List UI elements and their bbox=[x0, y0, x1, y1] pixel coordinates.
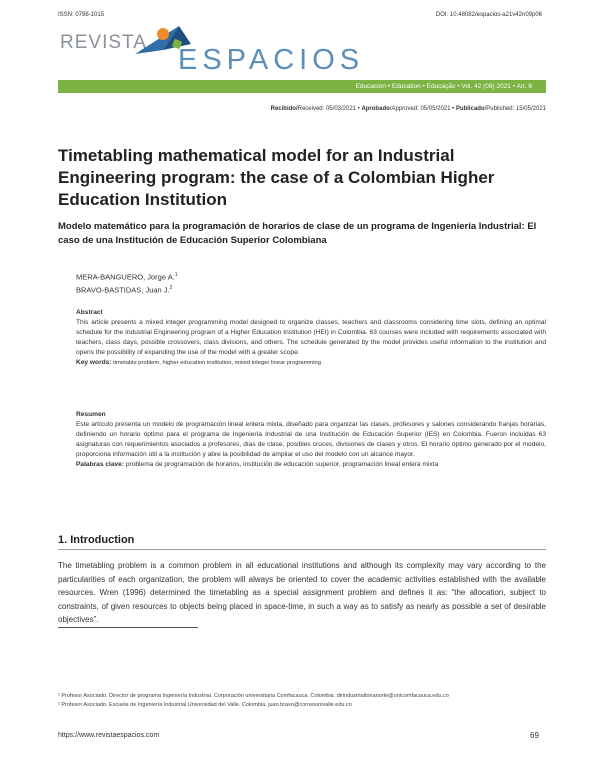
published-label: Publicado bbox=[455, 106, 485, 112]
logo-revista: REVISTA bbox=[60, 32, 147, 53]
resumen-section bbox=[76, 410, 546, 470]
journal-banner bbox=[58, 80, 546, 93]
approved-label: Aprobado bbox=[361, 106, 390, 112]
introduction-heading: 1. Introduction bbox=[58, 534, 135, 546]
footnote-1: ¹ Profesor Asociado. Director de programa Ingeniería Industrial. Corporación universitaria Comfacauca. Colombia. dirindustrialtonanorte@unicomfacauca.edu.co bbox=[58, 693, 449, 699]
banner-text: Educación • Education • Educação • Vol. 42 (09) 2021 • Art. 6 bbox=[355, 83, 532, 90]
doi: DOI: 10.48082/espacios-a21v42n09p06 bbox=[435, 12, 542, 18]
article-subtitle: Modelo matemático para la programación de horarios de clase de un programa de Ingeniería Industrial: El caso de una Institución de Educación Superior Colombiana bbox=[58, 221, 537, 246]
resumen-keywords: Palabras clave: problema de programación de horarios, institución de educación superior, programación lineal entera mixta bbox=[76, 461, 439, 468]
abstract-keywords: Key words: timetable problem, higher education institution, mixed integer linear programming bbox=[76, 359, 321, 366]
abstract-section bbox=[76, 308, 546, 368]
received-label: Recibido/ bbox=[270, 106, 298, 112]
journal-url-link[interactable]: https://www.revistaespacios.com bbox=[58, 732, 160, 739]
journal-logo bbox=[0, 0, 600, 80]
heading-divider bbox=[58, 549, 546, 550]
abstract-heading: Abstract bbox=[76, 309, 103, 316]
author-2: BRAVO-BASTIDAS, Juan J.$^2$ bbox=[76, 284, 173, 294]
footnote-2: ² Profesor Asociado. Escuela de Ingeniería Industrial.Universidad del Valle. Colombia. juan.bravo@correounivalle.edu.co bbox=[58, 702, 352, 708]
abstract-text: This article presents a mixed integer programming model designed to organize classes, teachers and classrooms considering time slots, defining an optimal schedule for the Industrial Engineering program of a Higher Education Institution (HEI) in Colombia. 63 courses were included with requirements associated with teachers, class days, possible crossovers, class divisions, and others. The schedule generated by the model provides useful information to the institution and opens the possibility of expanding the use of the model with a greater scope. bbox=[76, 319, 546, 356]
approved-date: /Approved: 05/05/2021 • bbox=[389, 106, 456, 112]
article-title: Timetabling mathematical model for an Industrial Engineering program: the case of a Colombian Higher Education Institution bbox=[58, 146, 495, 209]
published-date: /Published: 15/05/2021 bbox=[484, 106, 546, 112]
received-date: Received: 05/03/2021 • bbox=[297, 106, 362, 112]
introduction-paragraph: The timetabling problem is a common problem in all educational institutions and although its complexity may vary according to the particularities of each organization, the problem will always be oriented to cover the academic activities established with the available resources. Wren (1996) determined the timetabling as a special assignment problem and defines it as: “the allocation, subject to constraints, of given resources to objects being placed in space-time, in such a way as to satisfy as nearly as possible a set of desirable objectives”. bbox=[58, 561, 546, 624]
footnotes bbox=[58, 692, 546, 710]
author-1: MERA-BANGUERO, Jorge A.$^1$ bbox=[76, 272, 178, 282]
logo-espacios: ESPACIOS bbox=[178, 44, 365, 76]
issn: ISSN: 0798-1015 bbox=[58, 12, 105, 18]
dates-line bbox=[58, 106, 546, 112]
footnote-divider bbox=[58, 627, 198, 628]
resumen-heading: Resumen bbox=[76, 411, 106, 418]
author-list bbox=[76, 270, 178, 295]
resumen-text: Este artículo presenta un modelo de programación lineal entera mixta, diseñado para organizar las clases, profesores y salones considerando franjas horarias, definiendo un horario óptimo para el programa de Ingeniería Industrial de una Institución de Educación Superior (IES) en Colombia. Fueron incluidas 63 asignaturas con requerimientos asociados a profesores, días de clase, posibles cruces, divisiones de clases y otros. El horario óptimo generado por el modelo, proporciona información útil a la institución y abre la posibilidad de ampliar el uso del modelo con un alcance mayor. bbox=[76, 421, 546, 458]
page-number: 69 bbox=[530, 731, 539, 740]
